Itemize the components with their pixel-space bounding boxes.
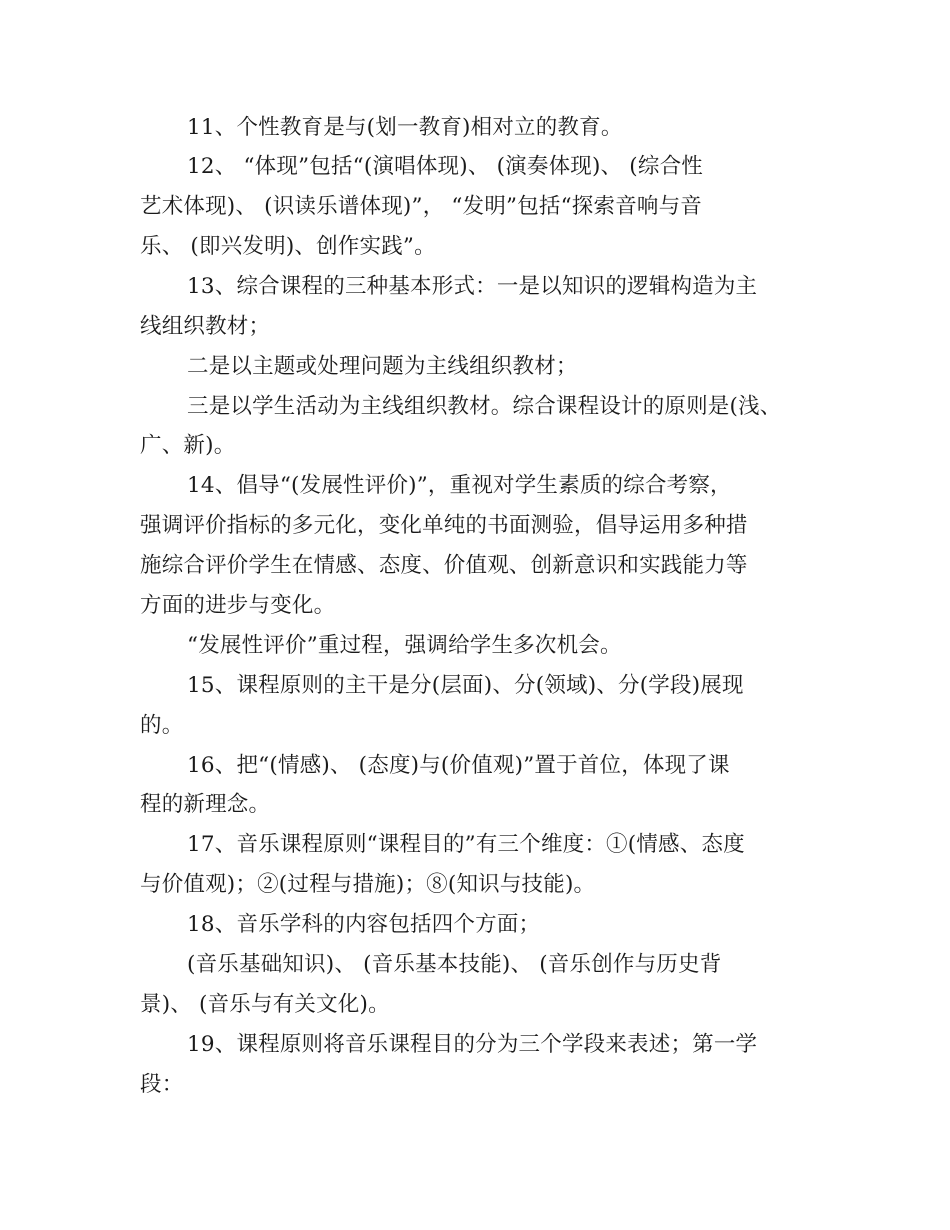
text-line-item-16: 16、把“(情感)、 (态度)与(价值观)”置于首位，体现了课	[187, 753, 730, 778]
text-line: “发展性评价”重过程，强调给学生多次机会。	[187, 633, 622, 658]
text-line: 强调评价指标的多元化，变化单纯的书面测验，倡导运用多种措	[140, 513, 748, 538]
text-line-item-14: 14、倡导“(发展性评价)”，重视对学生素质的综合考察，	[187, 473, 732, 498]
text-line: 艺术体现)、 (识读乐谱体现)”， “发明”包括“探索音响与音	[140, 194, 703, 219]
text-line: 施综合评价学生在情感、态度、价值观、创新意识和实践能力等	[140, 553, 748, 578]
text-line: (音乐基础知识)、 (音乐基本技能)、 (音乐创作与历史背	[187, 952, 722, 977]
text-line: 段：	[140, 1072, 184, 1097]
text-line: 与价值观)；②(过程与措施)；⑧(知识与技能)。	[140, 872, 596, 897]
text-line: 线组织教材；	[140, 314, 271, 339]
text-line-item-12: 12、 “体现”包括“(演唱体现)、 (演奏体现)、 (综合性	[187, 154, 703, 179]
text-line-item-19: 19、课程原则将音乐课程目的分为三个学段来表述；第一学	[187, 1032, 758, 1057]
text-line: 景)、 (音乐与有关文化)。	[140, 992, 390, 1017]
text-line-item-18: 18、音乐学科的内容包括四个方面；	[187, 912, 541, 937]
text-line: 方面的进步与变化。	[140, 593, 336, 618]
text-line-item-15: 15、课程原则的主干是分(层面)、分(领域)、分(学段)展现	[187, 673, 744, 698]
text-line: 的。	[140, 713, 184, 738]
text-line-item-11: 11、个性教育是与(划一教育)相对立的教育。	[187, 115, 623, 140]
text-line: 乐、 (即兴发明)、创作实践”。	[140, 234, 436, 259]
text-line: 三是以学生活动为主线组织教材。综合课程设计的原则是(浅、	[187, 394, 782, 419]
text-line: 广、新)。	[140, 433, 236, 458]
text-line-item-13: 13、综合课程的三种基本形式：一是以知识的逻辑构造为主	[187, 274, 758, 299]
text-line: 程的新理念。	[140, 792, 271, 817]
text-line: 二是以主题或处理问题为主线组织教材；	[187, 354, 578, 379]
text-line-item-17: 17、音乐课程原则“课程目的”有三个维度：①(情感、态度	[187, 832, 745, 857]
